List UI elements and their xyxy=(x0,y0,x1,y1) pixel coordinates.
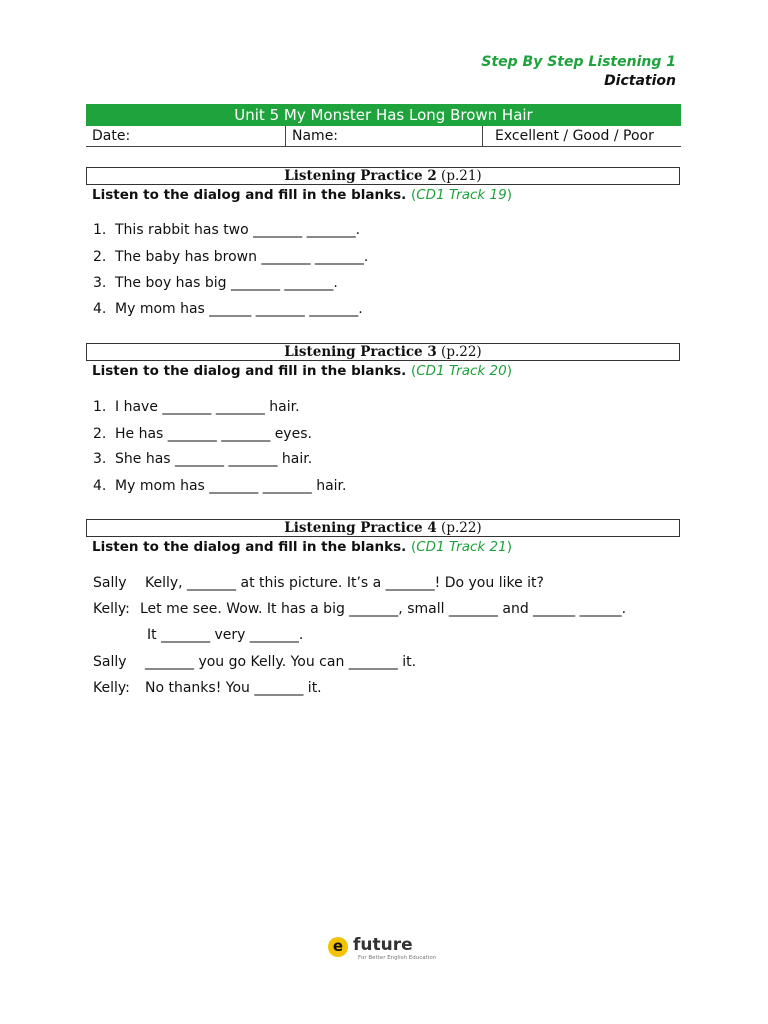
list-item: 4. My mom has ______ _______ _______. xyxy=(93,301,363,317)
practice-3-track: CD1 Track 20 xyxy=(416,363,507,379)
info-row xyxy=(86,126,681,147)
practice-4-title: Listening Practice 4 xyxy=(284,520,437,536)
dialog-line: Kelly: Let me see. Wow. It has a big _______, small _______ and ______ ______. xyxy=(93,601,627,617)
practice-3-page: (p.22) xyxy=(441,344,482,360)
practice-3-title: Listening Practice 3 xyxy=(284,344,437,360)
practice-2-header xyxy=(86,167,680,185)
unit-title-banner: Unit 5 My Monster Has Long Brown Hair xyxy=(86,104,681,126)
efuture-logo xyxy=(328,935,448,965)
logo-e-icon: e xyxy=(328,937,348,957)
practice-4-track: CD1 Track 21 xyxy=(416,539,507,555)
section-label: Dictation xyxy=(604,73,676,89)
rating-field[interactable]: Excellent / Good / Poor xyxy=(495,128,654,144)
practice-4-page: (p.22) xyxy=(441,520,482,536)
list-item: 1. I have _______ _______ hair. xyxy=(93,399,300,415)
practice-2-page: (p.21) xyxy=(441,168,482,184)
series-title: Step By Step Listening 1 xyxy=(481,54,676,70)
practice-4-header xyxy=(86,519,680,537)
speaker-name: Kelly: xyxy=(93,601,130,617)
logo-tagline: For Better English Education xyxy=(358,955,437,961)
practice-2-title: Listening Practice 2 xyxy=(284,168,437,184)
list-item: 1. This rabbit has two _______ _______. xyxy=(93,222,361,238)
dialog-line: Sally Kelly, _______ at this picture. It’s a _______! Do you like it? xyxy=(93,575,544,591)
date-field[interactable]: Date: xyxy=(86,126,286,146)
list-item: 2. The baby has brown _______ _______. xyxy=(93,249,369,265)
list-item: 4. My mom has _______ _______ hair. xyxy=(93,478,347,494)
dialog-line: Sally _______ you go Kelly. You can _______ it. xyxy=(93,654,417,670)
list-item: 3. She has _______ _______ hair. xyxy=(93,451,313,467)
practice-3-instruction: Listen to the dialog and fill in the blanks. (CD1 Track 20) xyxy=(92,363,512,379)
dialog-line: Kelly: No thanks! You _______ it. xyxy=(93,680,322,696)
list-item: 2. He has _______ _______ eyes. xyxy=(93,426,312,442)
speaker-name: Kelly: xyxy=(93,680,130,696)
list-item: 3. The boy has big _______ _______. xyxy=(93,275,338,291)
practice-2-instruction: Listen to the dialog and fill in the blanks. (CD1 Track 19) xyxy=(92,187,512,203)
name-field[interactable]: Name: xyxy=(286,126,483,146)
logo-wordmark: future xyxy=(353,935,413,955)
practice-3-header xyxy=(86,343,680,361)
speaker-name: Sally xyxy=(93,575,127,591)
practice-2-track: CD1 Track 19 xyxy=(416,187,507,203)
speaker-name: Sally xyxy=(93,654,127,670)
practice-4-instruction: Listen to the dialog and fill in the blanks. (CD1 Track 21) xyxy=(92,539,512,555)
dialog-line: It _______ very _______. xyxy=(147,627,304,643)
